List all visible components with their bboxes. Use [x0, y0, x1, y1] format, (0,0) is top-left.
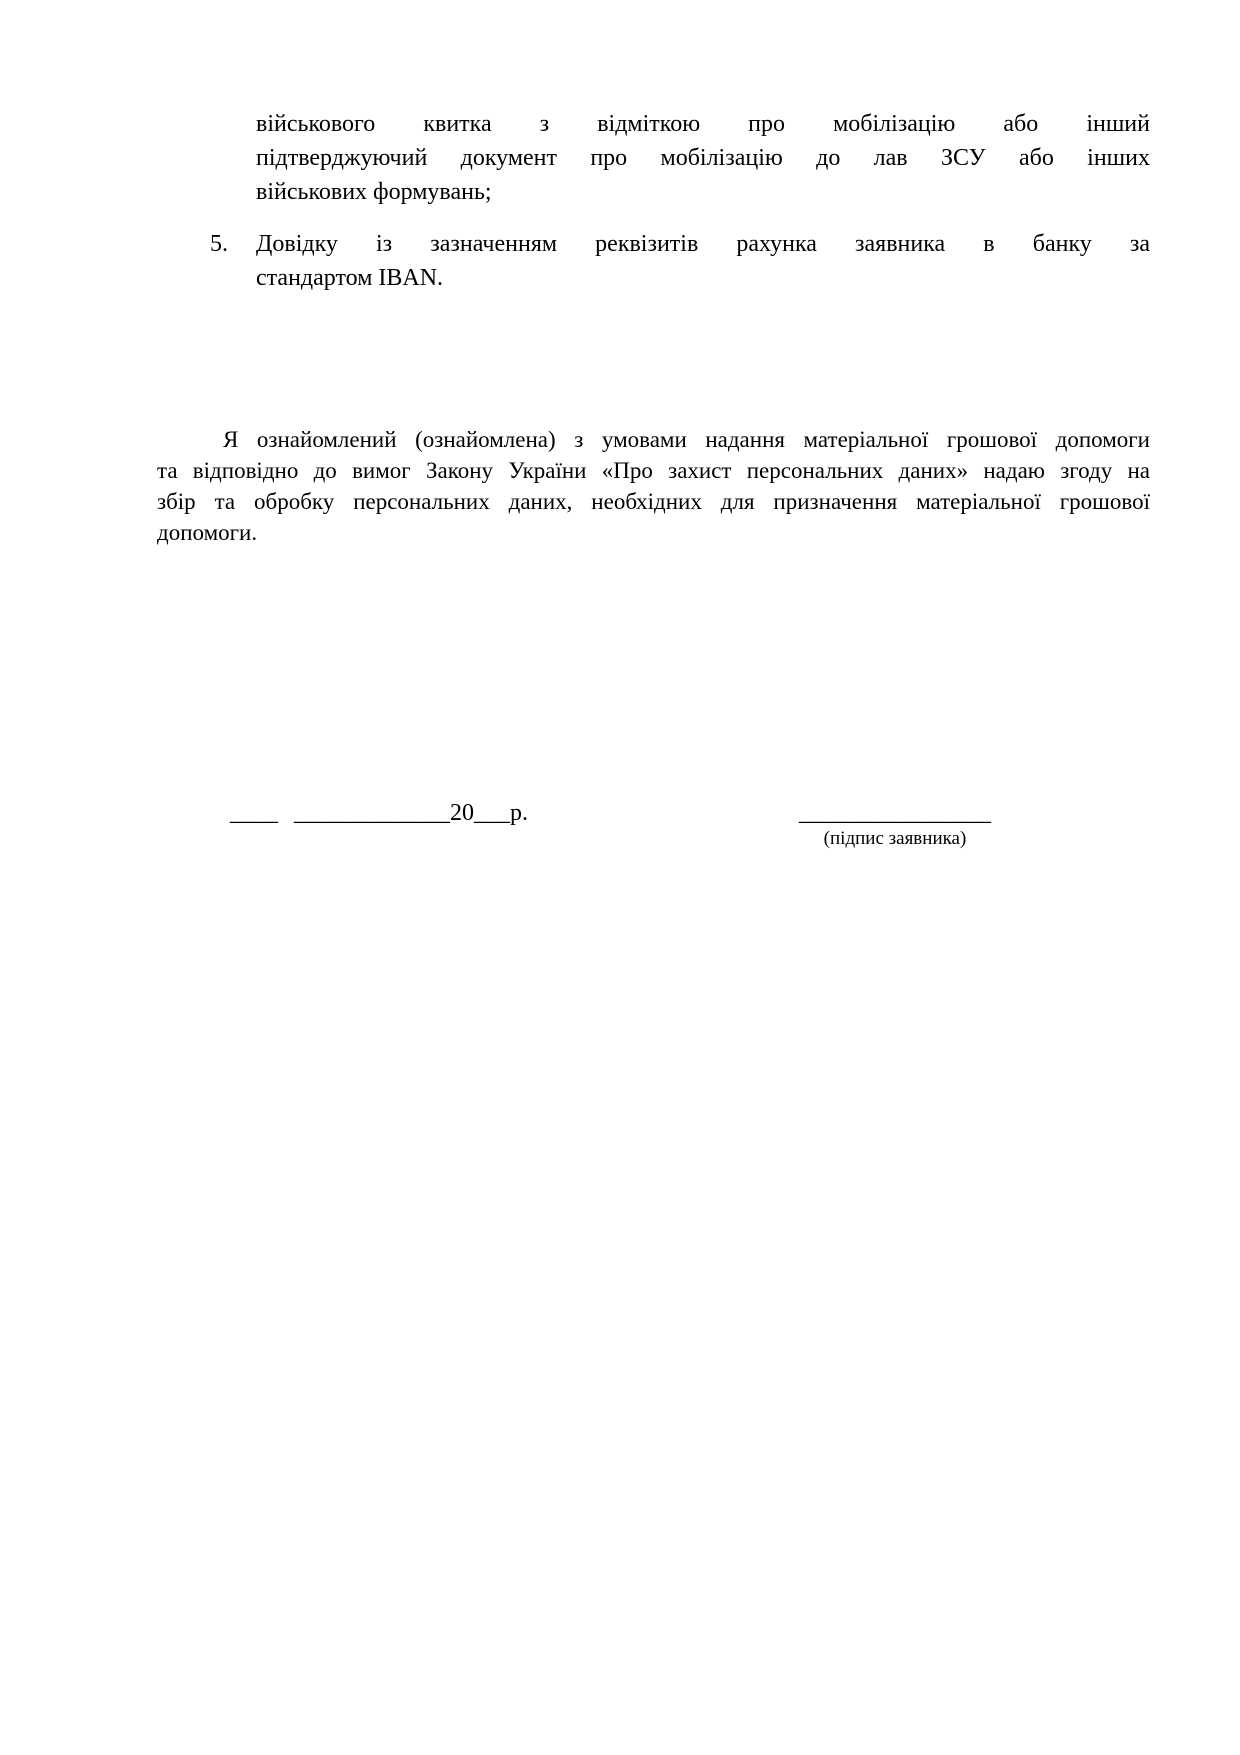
consent-line-4: допомоги.	[157, 520, 258, 545]
list-item-4-line-2: підтверджуючий документ про мобілізацію до лав ЗСУ або інших	[256, 145, 1150, 171]
consent-paragraph	[157, 424, 1150, 548]
signature-area	[799, 799, 991, 850]
list-item-4-continuation	[256, 107, 1150, 209]
date-day-blank-field: ____	[230, 800, 278, 826]
list-item-5	[256, 227, 1150, 295]
date-line	[230, 799, 528, 827]
list-item-4-line-3: військових формувань;	[256, 179, 492, 205]
list-item-5-line-2: стандартом IBAN.	[256, 265, 444, 291]
list-item-4-line-1: військового квитка з відміткою про мобілізацію або інший	[256, 111, 1150, 137]
signature-blank-line: ________________	[799, 800, 991, 826]
consent-line-1: Я ознайомлений (ознайомлена) з умовами надання матеріальної грошової допомоги	[223, 427, 1150, 452]
date-month-year-field: _____________20___р.	[294, 800, 528, 826]
consent-line-2: та відповідно до вимог Закону України «Про захист персональних даних» надаю згоду на	[157, 458, 1150, 483]
list-item-5-number: 5.	[210, 231, 228, 257]
signature-caption: (підпис заявника)	[823, 828, 967, 849]
consent-line-3: збір та обробку персональних даних, необхідних для призначення матеріальної грошової	[157, 489, 1150, 514]
list-item-5-line-1: Довідку із зазначенням реквізитів рахунка заявника в банку за	[256, 231, 1150, 257]
